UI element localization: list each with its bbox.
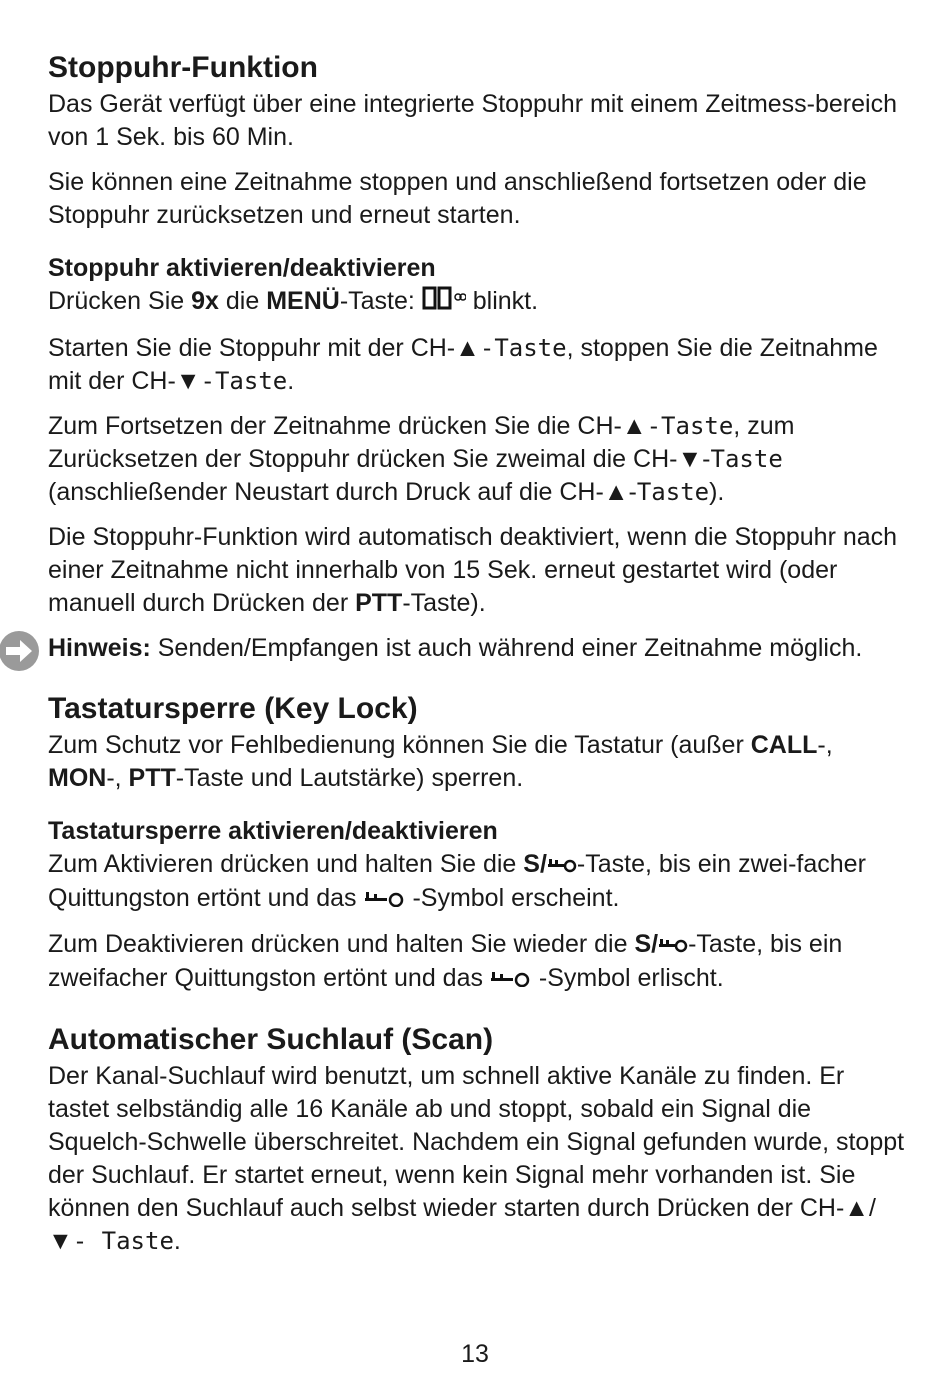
stopwatch-intro: Das Gerät verfügt über eine integrierte Stoppuhr mit einem Zeitmess-bereich von 1 Sek. bis 60 Min. bbox=[48, 90, 897, 151]
keylock-title: Tastatursperre (Key Lock) bbox=[48, 692, 418, 725]
keylock-intro: Zum Schutz vor Fehlbedienung können Sie die Tastatur (außer CALL-, MON-, PTT-Taste und Lautstärke) sperren. bbox=[48, 731, 833, 792]
manual-page bbox=[48, 50, 908, 1270]
keylock-subtitle: Tastatursperre aktivieren/deaktivieren bbox=[48, 817, 498, 845]
key-icon bbox=[658, 929, 688, 962]
page-number: 13 bbox=[461, 1340, 489, 1368]
stopwatch-start-stop-text: Starten Sie die Stoppuhr mit der CH-▲-Taste, stoppen Sie die Zeitnahme mit der CH-▼-Taste. bbox=[48, 334, 878, 395]
stopwatch-section bbox=[48, 50, 908, 665]
scan-description: Der Kanal-Suchlauf wird benutzt, um schnell aktive Kanäle zu finden. Er tastet selbständig alle 16 Kanäle ab und stoppt, sobald ein Signal die Squelch-Schwelle überschreitet. Nachdem ein Signal gefunden wurde, stoppt der Suchlauf. Er startet erneut, wenn kein Signal mehr vorhanden ist. Sie können den Suchlauf auch selbst wieder starten durch Drücken der CH-▲/▼- Taste. bbox=[48, 1061, 905, 1255]
key-icon bbox=[547, 849, 577, 882]
stopwatch-auto-deactivate-text: Die Stoppuhr-Funktion wird automatisch deaktiviert, wenn die Stoppuhr nach einer Zeitnahme nicht innerhalb von 15 Sek. erneut gestartet wird (oder manuell durch Drücken der PTT-Taste). bbox=[48, 523, 898, 617]
keylock-activate-text: Zum Aktivieren drücken und halten Sie die S/ -Taste, bis ein zwei-facher Quittungston ertönt und das -Symbol erscheint. bbox=[48, 848, 908, 916]
stopwatch-continue-reset-text: Zum Fortsetzen der Zeitnahme drücken Sie die CH-▲-Taste, zum Zurücksetzen der Stoppuhr drücken Sie zweimal die CH-▼-Taste (anschließender Neustart durch Druck auf die CH-▲-Taste). bbox=[48, 412, 795, 506]
stopwatch-note: Hinweis: Senden/Empfangen ist auch während einer Zeitnahme möglich. bbox=[48, 632, 908, 665]
stopwatch-display-icon bbox=[422, 285, 466, 320]
stopwatch-activate-text: Drücken Sie 9x die MENÜ-Taste: blinkt. bbox=[48, 285, 908, 320]
key-icon bbox=[490, 963, 532, 996]
stopwatch-subtitle: Stoppuhr aktivieren/deaktivieren bbox=[48, 254, 436, 282]
keylock-deactivate-text: Zum Deaktivieren drücken und halten Sie wieder die S/ -Taste, bis ein zweifacher Quittungston ertönt und das -Symbol erlischt. bbox=[48, 928, 908, 996]
arrow-right-circle-icon bbox=[0, 630, 40, 681]
stopwatch-title: Stoppuhr-Funktion bbox=[48, 51, 318, 84]
keylock-section bbox=[48, 691, 908, 996]
scan-section bbox=[48, 1022, 908, 1258]
key-icon bbox=[364, 883, 406, 916]
scan-title: Automatischer Suchlauf (Scan) bbox=[48, 1022, 494, 1056]
stopwatch-description: Sie können eine Zeitnahme stoppen und anschließend fortsetzen oder die Stoppuhr zurücksetzen und erneut starten. bbox=[48, 168, 867, 229]
